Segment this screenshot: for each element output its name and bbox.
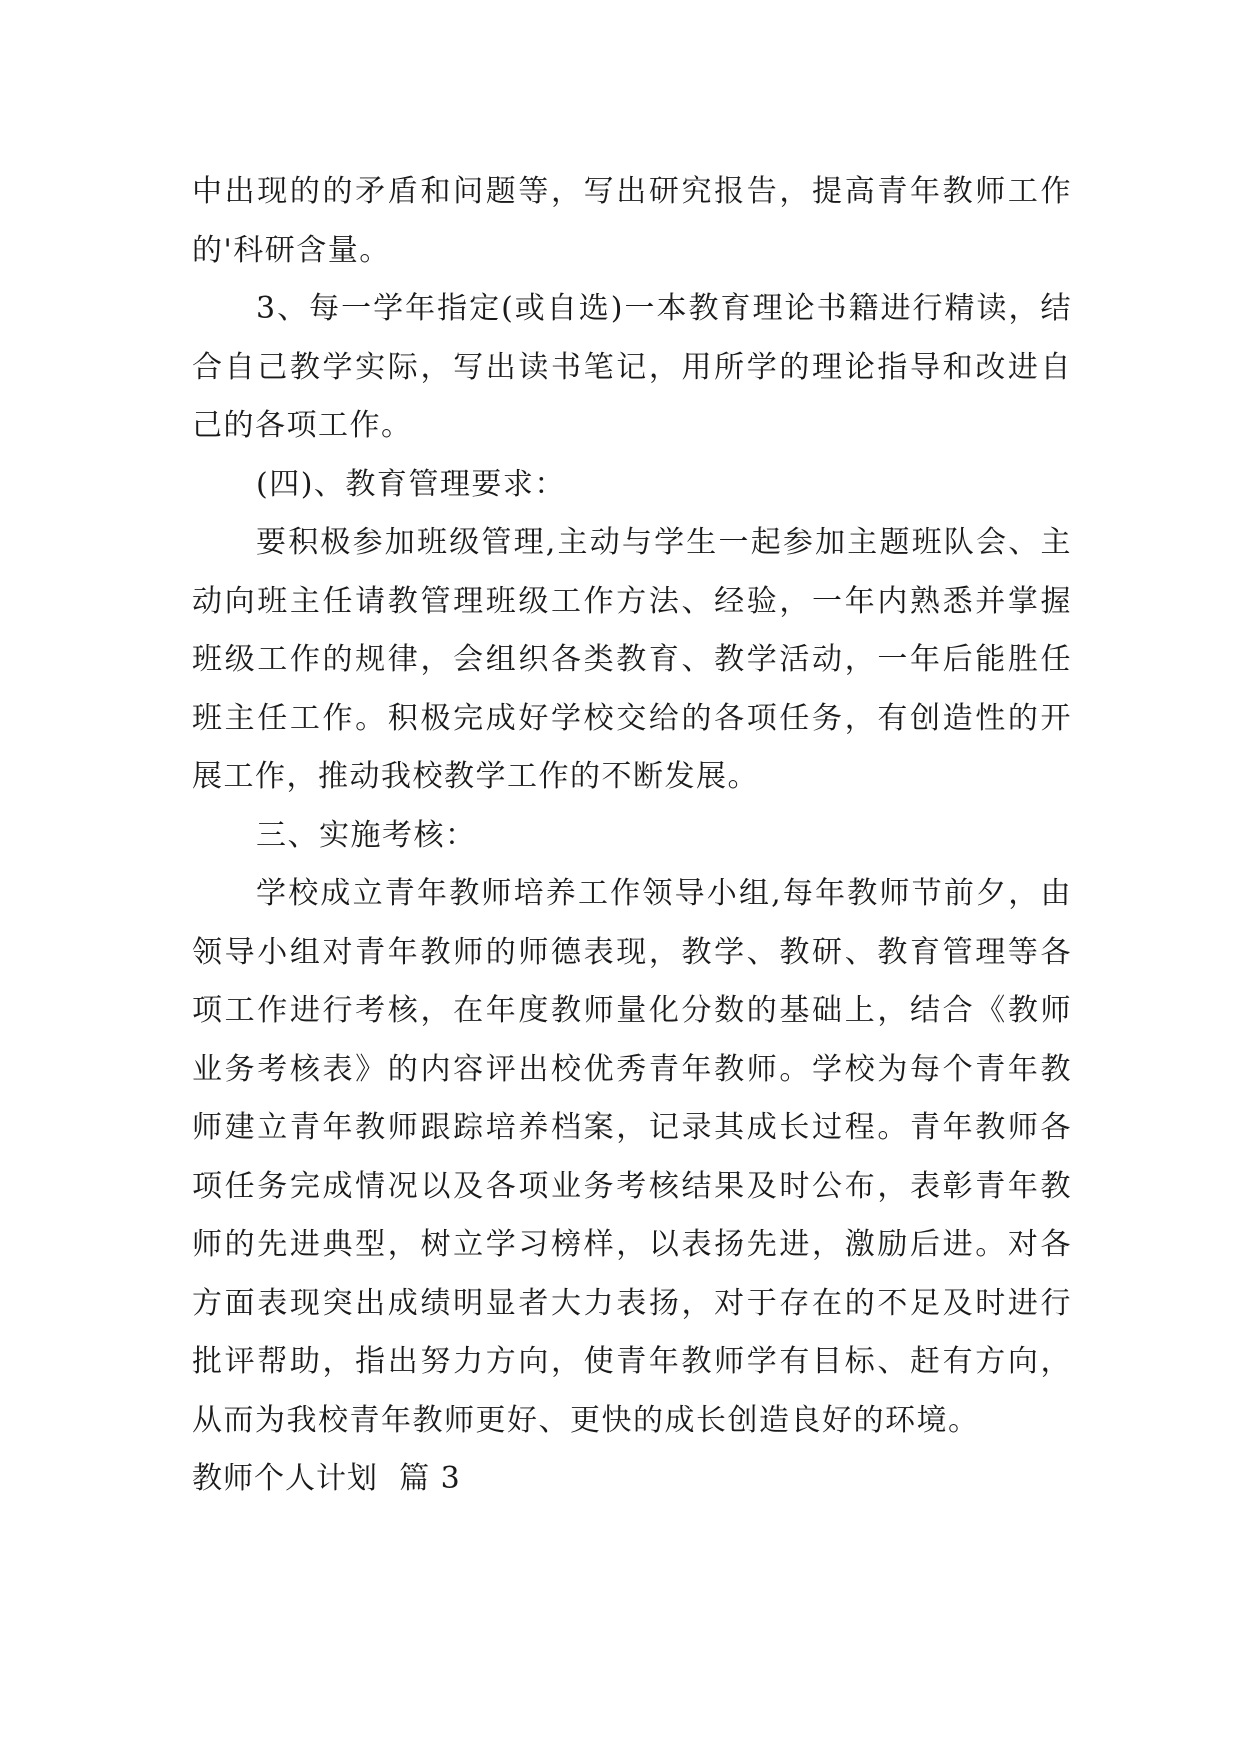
paragraph-continuation: 中出现的的矛盾和问题等，写出研究报告，提高青年教师工作的'科研含量。 <box>192 174 1072 268</box>
paragraph-assessment: 学校成立青年教师培养工作领导小组,每年教师节前夕，由领导小组对青年教师的师德表现，教学、教研、教育管理等各项工作进行考核，在年度教师量化分数的基础上，结合《教师业务考核表》的内容评出校优秀青年教师。学校为每个青年教师建立青年教师跟踪培养档案，记录其成长过程。青年教师各项任务完成情况以及各项业务考核结果及时公布，表彰青年教师的先进典型，树立学习榜样，以表扬先进，激励后进。对各方面表现突出成绩明显者大力表扬，对于存在的不足及时进行批评帮助，指出努力方向，使青年教师学有目标、赶有方向，从而为我校青年教师更好、更快的成长创造良好的环境。 <box>192 876 1072 1438</box>
heading-education-management: (四)、教育管理要求： <box>256 466 566 502</box>
paragraph-class-management: 要积极参加班级管理,主动与学生一起参加主题班队会、主动向班主任请教管理班级工作方法、经验，一年内熟悉并掌握班级工作的规律，会组织各类教育、教学活动，一年后能胜任班主任工作。积极完成好学校交给的各项任务，有创造性的开展工作，推动我校教学工作的不断发展。 <box>192 525 1072 794</box>
section-title: 教师个人计划 篇 3 <box>192 1461 461 1496</box>
document-body <box>192 163 1072 1509</box>
paragraph-item-3: 3、每一学年指定(或自选)一本教育理论书籍进行精读，结合自己教学实际，写出读书笔记，用所学的理论指导和改进自己的各项工作。 <box>192 291 1072 443</box>
heading-implementation-assessment: 三、实施考核： <box>256 817 477 853</box>
